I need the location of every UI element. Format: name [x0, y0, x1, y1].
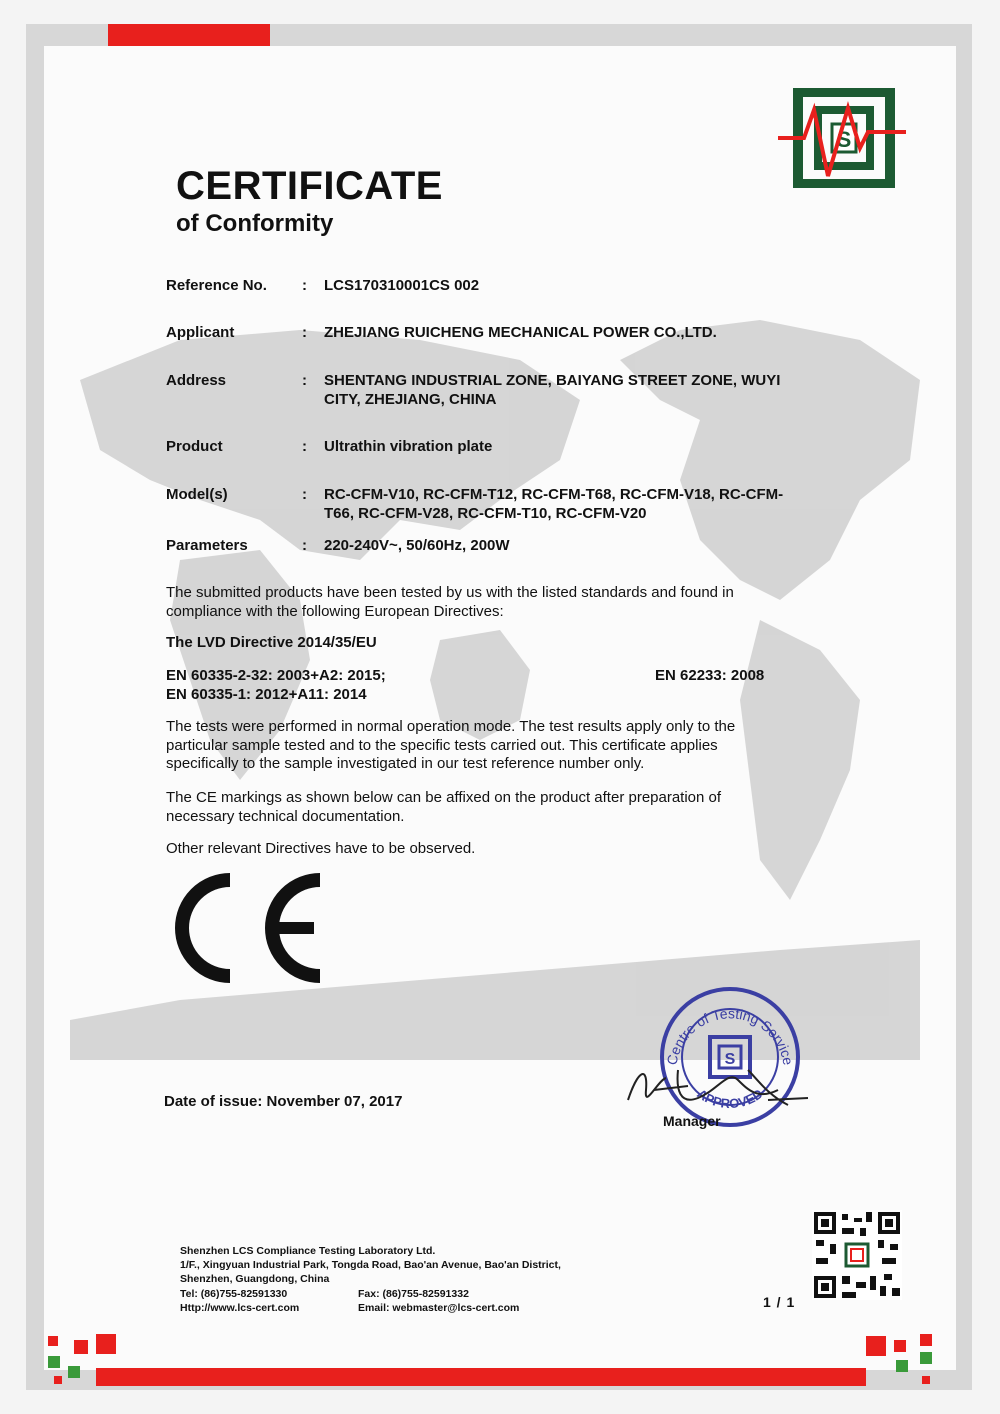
intro-paragraph — [166, 584, 786, 621]
tests-line: specifically to the sample investigated in our test reference number only. — [166, 755, 645, 772]
parameters-value: 220-240V~, 50/60Hz, 200W — [324, 537, 510, 554]
standard-item: EN 60335-1: 2012+A11: 2014 — [166, 685, 367, 703]
certificate-subtitle: of Conformity — [176, 210, 334, 237]
models-label: Model(s) — [166, 486, 228, 503]
other-directives: Other relevant Directives have to be observed. — [166, 840, 476, 857]
lab-address-line: 1/F., Xingyuan Industrial Park, Tongda Road, Bao'an Avenue, Bao'an District, — [180, 1259, 561, 1272]
lab-fax: Fax: (86)755-82591332 — [358, 1287, 469, 1300]
standard-item: EN 62233: 2008 — [655, 667, 765, 684]
date-of-issue: Date of issue: November 07, 2017 — [164, 1093, 403, 1110]
product-label: Product — [166, 438, 223, 455]
lab-name: Shenzhen LCS Compliance Testing Laboratory Ltd. — [180, 1245, 436, 1257]
svg-text:S: S — [724, 1051, 736, 1068]
models-value-line1: RC-CFM-V10, RC-CFM-T12, RC-CFM-T68, RC-CFM-V18, RC-CFM- — [324, 486, 784, 503]
lab-website: Http://www.lcs-cert.com — [180, 1301, 300, 1314]
ce-line: necessary technical documentation. — [166, 807, 405, 825]
tests-line: The tests were performed in normal operation mode. The test results apply only to the — [166, 718, 736, 735]
certificate-title: CERTIFICATE — [176, 164, 443, 208]
standard-item: EN 60335-2-32: 2003+A2: 2015; — [166, 667, 386, 684]
field-colon: : — [302, 277, 307, 294]
address-label: Address — [166, 372, 227, 389]
page-number: 1 / 1 — [763, 1294, 796, 1310]
intro-line: The submitted products have been tested by us with the listed standards and found in — [166, 584, 734, 601]
bottom-red-bar — [96, 1368, 866, 1386]
product-value: Ultrathin vibration plate — [324, 438, 493, 455]
field-colon: : — [302, 486, 307, 503]
qr-code-icon — [812, 1210, 902, 1300]
parameters-label: Parameters — [166, 537, 248, 554]
field-colon: : — [302, 372, 307, 389]
field-colon: : — [302, 438, 307, 455]
reference-value: LCS170310001CS 002 — [324, 277, 480, 294]
applicant-value: ZHEJIANG RUICHENG MECHANICAL POWER CO.,LTD. — [324, 324, 717, 341]
field-colon: : — [302, 324, 307, 341]
tests-paragraph — [166, 718, 786, 774]
address-value-line1: SHENTANG INDUSTRIAL ZONE, BAIYANG STREET ZONE, WUYI — [324, 372, 781, 389]
directive-title: The LVD Directive 2014/35/EU — [166, 634, 377, 651]
svg-text:S: S — [836, 127, 852, 152]
lab-footer — [180, 1244, 561, 1315]
stamp-text-top: Centre of Testing Service — [663, 1005, 797, 1067]
web-row — [180, 1301, 561, 1315]
ce-line: The CE markings as shown below can be affixed on the product after preparation of — [166, 789, 722, 806]
lab-address-line: Shenzhen, Guangdong, China — [180, 1273, 330, 1286]
lab-email: Email: webmaster@lcs-cert.com — [358, 1301, 520, 1314]
ce-mark-icon — [164, 872, 324, 984]
top-red-bar — [108, 24, 270, 46]
address-value-line2: CITY, ZHEJIANG, CHINA — [324, 391, 497, 408]
signature-icon — [618, 1050, 818, 1120]
lcs-logo-icon — [776, 88, 908, 188]
manager-label: Manager — [663, 1113, 721, 1129]
stamp-text-bottom: APPROVED — [694, 1085, 766, 1112]
tests-line: particular sample tested and to the specific tests carried out. This certificate applies — [166, 736, 718, 754]
contact-row — [180, 1287, 561, 1301]
models-value-line2: T66, RC-CFM-V28, RC-CFM-T10, RC-CFM-V20 — [324, 505, 647, 522]
field-colon: : — [302, 537, 307, 554]
ce-paragraph — [166, 789, 786, 826]
intro-line: compliance with the following European Directives: — [166, 602, 504, 620]
reference-label: Reference No. — [166, 277, 267, 294]
applicant-label: Applicant — [166, 324, 235, 341]
lab-tel: Tel: (86)755-82591330 — [180, 1287, 288, 1300]
